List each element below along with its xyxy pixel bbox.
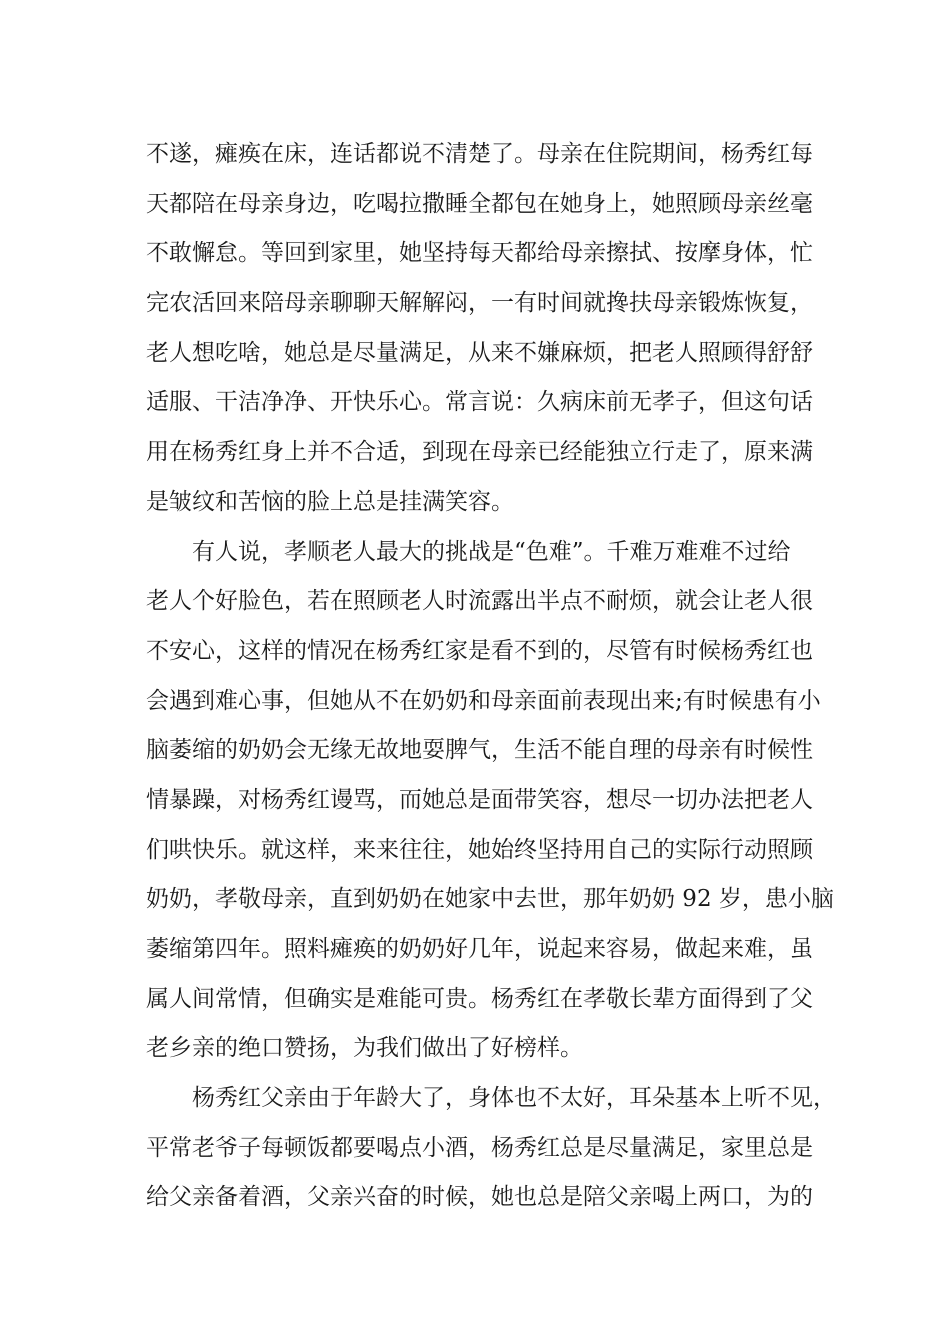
- text-line: 适服、干洁净净、开快乐心。常言说：久病床前无孝子，但这句话: [146, 389, 813, 416]
- text-line: 老乡亲的绝口赞扬，为我们做出了好榜样。: [146, 1035, 583, 1062]
- paragraph: [146, 528, 834, 1075]
- text-line: 不敢懈怠。等回到家里，她坚持每天都给母亲擦拭、按摩身体，忙: [146, 240, 813, 267]
- text-line: 完农活回来陪母亲聊聊天解解闷，一有时间就搀扶母亲锻炼恢复，: [146, 290, 813, 317]
- text-line: 们哄快乐。就这样，来来往往，她始终坚持用自己的实际行动照顾: [146, 836, 813, 863]
- text-line: 天都陪在母亲身边，吃喝拉撒睡全都包在她身上，她照顾母亲丝毫: [146, 190, 813, 217]
- text-line: 平常老爷子每顿饭都要喝点小酒，杨秀红总是尽量满足，家里总是: [146, 1134, 813, 1161]
- text-line: 用在杨秀红身上并不合适，到现在母亲已经能独立行走了，原来满: [146, 439, 813, 466]
- text-line: 萎缩第四年。照料瘫痪的奶奶好几年，说起来容易，做起来难，虽: [146, 936, 813, 962]
- text-line: 脑萎缩的奶奶会无缘无故地耍脾气，生活不能自理的母亲有时候性: [146, 737, 813, 764]
- document-body: [146, 130, 836, 1223]
- text-line: 老人想吃啥，她总是尽量满足，从来不嫌麻烦，把老人照顾得舒舒: [146, 339, 813, 366]
- paragraph: [146, 1074, 836, 1223]
- text-line: 给父亲备着酒，父亲兴奋的时候，她也总是陪父亲喝上两口，为的: [146, 1184, 813, 1211]
- text-line: 属人间常情，但确实是难能可贵。杨秀红在孝敬长辈方面得到了父: [146, 985, 813, 1012]
- text-line: 杨秀红父亲由于年龄大了，身体也不太好，耳朵基本上听不见，: [192, 1085, 836, 1112]
- text-line: 有人说，孝顺老人最大的挑战是“色难”。千难万难难不过给: [192, 538, 791, 565]
- paragraph: [146, 130, 826, 528]
- text-line: 奶奶，孝敬母亲，直到奶奶在她家中去世，那年奶奶 92 岁，患小脑: [146, 886, 834, 913]
- text-line: 不遂，瘫痪在床，连话都说不清楚了。母亲在住院期间，杨秀红每: [146, 141, 813, 167]
- text-line: 会遇到难心事，但她从不在奶奶和母亲面前表现出来;有时候患有小: [146, 687, 821, 714]
- text-line: 是皱纹和苦恼的脸上总是挂满笑容。: [146, 488, 514, 515]
- text-line: 情暴躁，对杨秀红谩骂，而她总是面带笑容，想尽一切办法把老人: [146, 786, 813, 813]
- text-line: 老人个好脸色，若在照顾老人时流露出半点不耐烦，就会让老人很: [146, 588, 813, 615]
- text-line: 不安心，这样的情况在杨秀红家是看不到的，尽管有时候杨秀红也: [146, 637, 813, 664]
